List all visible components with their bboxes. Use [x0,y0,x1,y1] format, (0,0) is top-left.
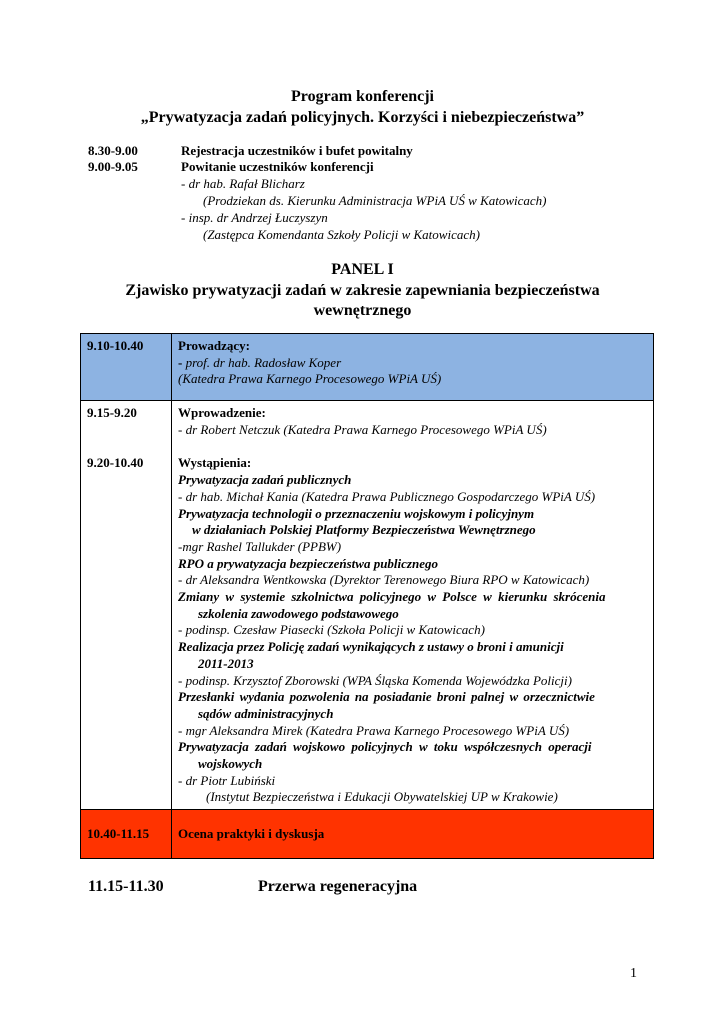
chair-row [81,334,654,401]
opening-label-2: Powitanie uczestników konferencji [181,159,374,174]
discussion-time: 10.40-11.15 [81,810,172,859]
break-label: Przerwa regeneracyjna [258,878,418,895]
program-cell [172,401,654,810]
talk-title-4-cont: szkolenia zawodowego podstawowego [198,605,399,621]
talk-speaker-6: - mgr Aleksandra Mirek (Katedra Prawa Karnego Procesowego WPiA UŚ) [178,722,570,738]
talk-speaker-7: - dr Piotr Lubiński [178,772,276,788]
discussion-label: Ocena praktyki i dyskusja [172,810,654,859]
opening-time-1: 8.30-9.00 [88,143,138,158]
conference-name: „Prywatyzacja zadań policyjnych. Korzyści i niebezpieczeństwa” [140,109,585,126]
chair-label: Prowadzący: [178,338,250,353]
talk-title-6-cont: sądów administracyjnych [198,705,334,721]
talk-title-2: Prywatyzacja technologii o przeznaczeniu wojskowym i policyjnym [178,505,535,521]
discussion-row [81,810,654,859]
intro-label: Wprowadzenie: [178,405,266,420]
greeter-role-1: (Prodziekan ds. Kierunku Administracja WPiA UŚ w Katowicach) [203,193,547,208]
talk-title-4: Zmiany w systemie szkolnictwa policyjnego w Polsce w kierunku skrócenia [178,589,606,605]
program-times [81,401,172,810]
talks-label: Wystąpienia: [178,455,252,471]
panel-schedule-table [80,333,654,859]
talk-speaker-1: - dr hab. Michał Kania (Katedra Prawa Publicznego Gospodarczego WPiA UŚ) [178,488,596,504]
talk-speaker-5: - podinsp. Krzysztof Zborowski (WPA Śląska Komenda Wojewódzka Policji) [178,672,572,688]
chair-time: 9.10-10.40 [81,334,172,401]
talk-title-1: Prywatyzacja zadań publicznych [178,472,352,488]
intro-time: 9.15-9.20 [87,405,137,420]
talk-title-6: Przesłanki wydania pozwolenia na posiadanie broni palnej w orzecznictwie [178,689,595,705]
panel-heading: PANEL I [331,261,394,278]
page-number: 1 [630,966,637,981]
talk-speaker-4: - podinsp. Czesław Piasecki (Szkoła Policji w Katowicach) [178,622,485,638]
break-time: 11.15-11.30 [88,878,164,895]
talk-title-3: RPO a prywatyzacja bezpieczeństwa publicznego [178,555,438,571]
greeter-role-2: (Zastępca Komendanta Szkoły Policji w Katowicach) [203,227,480,242]
talk-title-7-cont: wojskowych [198,756,263,772]
intro-speaker: - dr Robert Netczuk (Katedra Prawa Karnego Procesowego WPiA UŚ) [178,421,547,437]
panel-subtitle-2: wewnętrznego [313,302,412,319]
chair-dash: - [178,354,183,370]
panel-subtitle-1: Zjawisko prywatyzacji zadań w zakresie zapewniania bezpieczeństwa [125,282,600,299]
talk-speaker-2: -mgr Rashel Tallukder (PPBW) [178,538,342,554]
opening-time-2: 9.00-9.05 [88,159,138,174]
chair-affiliation: (Katedra Prawa Karnego Procesowego WPiA UŚ) [178,371,442,387]
talk-speaker-3: - dr Aleksandra Wentkowska (Dyrektor Terenowego Biura RPO w Katowicach) [178,572,590,588]
talks-time: 9.20-10.40 [87,454,144,470]
program-row [81,401,654,810]
talk-speaker-7-affiliation: (Instytut Bezpieczeństwa i Edukacji Obywatelskiej UP w Krakowie) [206,789,558,805]
document-title: Program konferencji [291,88,434,105]
talk-title-5-cont: 2011-2013 [198,655,254,671]
talk-title-5: Realizacja przez Policję zadań wynikających z ustawy o broni i amunicji [178,639,564,655]
greeter-name-1: - dr hab. Rafał Blicharz [181,176,305,191]
talk-title-7: Prywatyzacja zadań wojskowo policyjnych w toku współczesnych operacji [178,739,592,755]
chair-cell [172,334,654,401]
chair-name: prof. dr hab. Radosław Koper [182,354,342,370]
talk-title-2-cont: w działaniach Polskiej Platformy Bezpieczeństwa Wewnętrznego [192,522,536,538]
opening-label-1: Rejestracja uczestników i bufet powitalny [181,143,413,158]
greeter-name-2: - insp. dr Andrzej Łuczyszyn [181,210,328,225]
